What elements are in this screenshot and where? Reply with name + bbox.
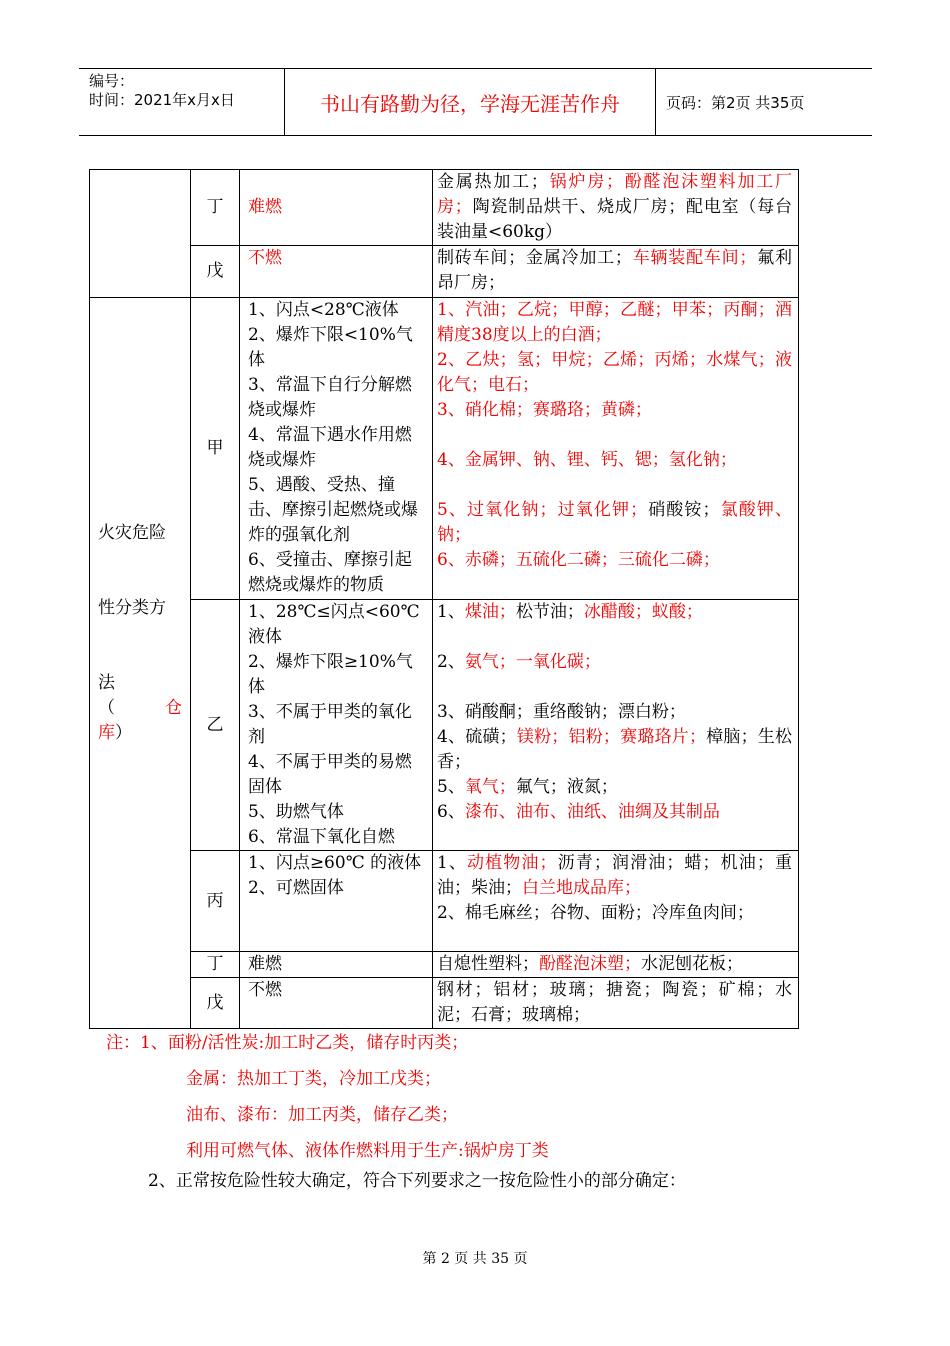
example-text: 1、 bbox=[437, 853, 468, 873]
example-text: 5、 bbox=[437, 777, 465, 797]
example-text-red: 车辆装配车间； bbox=[631, 248, 757, 268]
example-item: 4、金属钾、钠、锂、钙、锶；氢化钠； bbox=[437, 450, 737, 470]
examples-cell bbox=[433, 600, 799, 851]
example-item bbox=[437, 600, 792, 650]
condition-item: 2、爆炸下限≥10%气体 bbox=[248, 652, 413, 697]
example-text: 氟利昂厂房； bbox=[437, 248, 793, 293]
class-cell: 乙 bbox=[191, 600, 240, 851]
condition-item: 2、可燃固体 bbox=[248, 878, 344, 898]
condition-cell: 不燃 bbox=[240, 978, 433, 1029]
time-label: 时间：2021年x月x日 bbox=[89, 91, 235, 109]
category-line: 性分类方 bbox=[98, 598, 166, 618]
example-item: 3、硝酸酮；重络酸钠；漂白粉； bbox=[437, 702, 686, 722]
examples-cell bbox=[433, 170, 799, 246]
example-text: 6、 bbox=[437, 802, 465, 822]
example-text-red: 镁粉；铝粉；赛璐珞片； bbox=[516, 727, 706, 747]
condition-item: 1、闪点≥60℃ 的液体 bbox=[248, 853, 422, 873]
warehouse-category-cell bbox=[90, 298, 191, 1029]
note-line: 注：1、面粉/活性炭:加工时乙类，储存时丙类； bbox=[106, 1033, 469, 1053]
condition-item: 5、遇酸、受热、撞击、摩擦引起燃烧或爆炸的强氧化剂 bbox=[248, 475, 418, 545]
note-line: 金属：热加工丁类，冷加工戊类； bbox=[186, 1069, 441, 1089]
number-label: 编号： bbox=[89, 72, 135, 90]
example-item bbox=[437, 725, 792, 775]
condition-cell: 难燃 bbox=[240, 170, 433, 246]
motto: 书山有路勤为径，学海无涯苦作舟 bbox=[285, 69, 656, 135]
example-text: 4、硫磺； bbox=[437, 727, 517, 747]
condition-item: 6、常温下氧化自燃 bbox=[248, 827, 395, 847]
table-row bbox=[90, 246, 799, 298]
condition-cell: 难燃 bbox=[240, 952, 433, 978]
class-cell: 丙 bbox=[191, 851, 240, 952]
note-line: 油布、漆布：加工丙类，储存乙类； bbox=[186, 1105, 458, 1125]
examples-cell bbox=[433, 952, 799, 978]
table-row bbox=[90, 298, 799, 600]
example-text-red: 煤油； bbox=[464, 602, 516, 622]
example-text: 沥青；润滑油；蜡；机油；重油；柴油； bbox=[437, 853, 793, 898]
example-text-red: 5、过氧化钠；过氧化钾； bbox=[437, 500, 648, 520]
condition-item: 1、28℃≤闪点<60℃液体 bbox=[248, 602, 420, 647]
example-text-red: 氧气； bbox=[464, 777, 516, 797]
page-header bbox=[79, 68, 872, 136]
category-line: 法（ bbox=[98, 673, 165, 718]
example-item bbox=[437, 851, 792, 901]
example-item: 2、棉毛麻丝；谷物、面粉；冷库鱼肉间； bbox=[437, 903, 754, 923]
example-text-red: 动植物油； bbox=[467, 853, 557, 873]
example-text: 1、 bbox=[437, 602, 465, 622]
example-item: 1、汽油；乙烷；甲醇；乙醚；甲苯；丙酮；酒精度38度以上的白酒； bbox=[437, 300, 792, 345]
class-cell: 戊 bbox=[191, 978, 240, 1029]
example-text-red: 酚醛泡沫塑； bbox=[539, 954, 641, 974]
example-item bbox=[437, 650, 792, 700]
examples-cell: 钢材；铝材；玻璃；搪瓷；陶瓷；矿棉；水泥；石膏；玻璃棉； bbox=[433, 978, 799, 1029]
condition-item: 4、常温下遇水作用燃烧或爆炸 bbox=[248, 425, 412, 470]
table-row bbox=[90, 978, 799, 1029]
condition-cell bbox=[240, 851, 433, 952]
example-text: 自熄性塑料； bbox=[437, 954, 539, 974]
condition-item: 3、不属于甲类的氧化剂 bbox=[248, 702, 412, 747]
example-text: 松节油； bbox=[515, 602, 584, 622]
example-text-red: 氨气；一氧化碳； bbox=[464, 652, 601, 672]
category-line: 火灾危险 bbox=[98, 523, 166, 543]
example-text-red: 锅炉房；酚醛泡沫塑料加工厂房； bbox=[437, 172, 793, 217]
example-item: 3、硝化棉；赛璐珞；黄磷； bbox=[437, 400, 652, 420]
example-text: 金属热加工； bbox=[437, 172, 548, 192]
examples-cell bbox=[433, 298, 799, 600]
condition-item: 2、爆炸下限<10%气体 bbox=[248, 325, 413, 370]
example-text-red: 冰醋酸；蚁酸； bbox=[583, 602, 703, 622]
example-text: 氟气；液氮； bbox=[515, 777, 618, 797]
table-row bbox=[90, 600, 799, 851]
condition-item: 4、不属于甲类的易燃固体 bbox=[248, 752, 412, 797]
example-text: 制砖车间；金属冷加工； bbox=[437, 248, 632, 268]
category-line: ） bbox=[115, 723, 132, 743]
page-footer: 第 2 页 共 35 页 bbox=[422, 1251, 528, 1267]
example-text: 水泥刨花板； bbox=[641, 954, 743, 974]
examples-cell bbox=[433, 851, 799, 952]
example-item: 6、赤磷；五硫化二磷；三硫化二磷； bbox=[437, 550, 720, 570]
note-line: 利用可燃气体、液体作燃料用于生产:锅炉房丁类 bbox=[186, 1141, 549, 1161]
condition-item: 5、助燃气体 bbox=[248, 802, 344, 822]
notes-block bbox=[106, 1025, 549, 1169]
example-text-red: 白兰地成品库； bbox=[522, 878, 641, 898]
example-item bbox=[437, 800, 792, 825]
fire-hazard-table bbox=[89, 169, 799, 1029]
example-item: 2、乙炔；氢；甲烷；乙烯；丙烯；水煤气；液化气；电石； bbox=[437, 350, 792, 395]
class-cell: 丁 bbox=[191, 952, 240, 978]
example-text: 樟脑；生松香； bbox=[437, 727, 792, 772]
note-paragraph: 2、正常按危险性较大确定，符合下列要求之一按危险性小的部分确定： bbox=[148, 1171, 686, 1191]
class-cell: 丁 bbox=[191, 170, 240, 246]
table-row bbox=[90, 851, 799, 952]
category-cell-empty bbox=[90, 170, 191, 298]
example-text-red: 氯酸钾、钠； bbox=[437, 500, 793, 545]
condition-cell bbox=[240, 600, 433, 851]
example-item bbox=[437, 775, 792, 800]
example-text: 陶瓷制品烘干、烧成厂房；配电室（每台装油量<60kg） bbox=[437, 197, 793, 242]
condition-item: 1、闪点<28℃液体 bbox=[248, 300, 399, 320]
page-code: 页码：第2页 共35页 bbox=[666, 93, 805, 112]
example-text: 2、 bbox=[437, 652, 465, 672]
example-text-red: 漆布、油布、油纸、油绸及其制品 bbox=[464, 802, 720, 822]
condition-cell: 不燃 bbox=[240, 246, 433, 298]
table-row bbox=[90, 952, 799, 978]
condition-cell bbox=[240, 298, 433, 600]
example-item bbox=[437, 498, 792, 548]
class-cell: 戊 bbox=[191, 246, 240, 298]
category-line-red: 仓库 bbox=[98, 698, 182, 743]
condition-item: 6、受撞击、摩擦引起燃烧或爆炸的物质 bbox=[248, 550, 412, 595]
header-left bbox=[79, 69, 285, 135]
example-text: 硝酸铵； bbox=[647, 500, 720, 520]
examples-cell bbox=[433, 246, 799, 298]
table-row bbox=[90, 170, 799, 246]
condition-item: 3、常温下自行分解燃烧或爆炸 bbox=[248, 375, 412, 420]
class-cell: 甲 bbox=[191, 298, 240, 600]
